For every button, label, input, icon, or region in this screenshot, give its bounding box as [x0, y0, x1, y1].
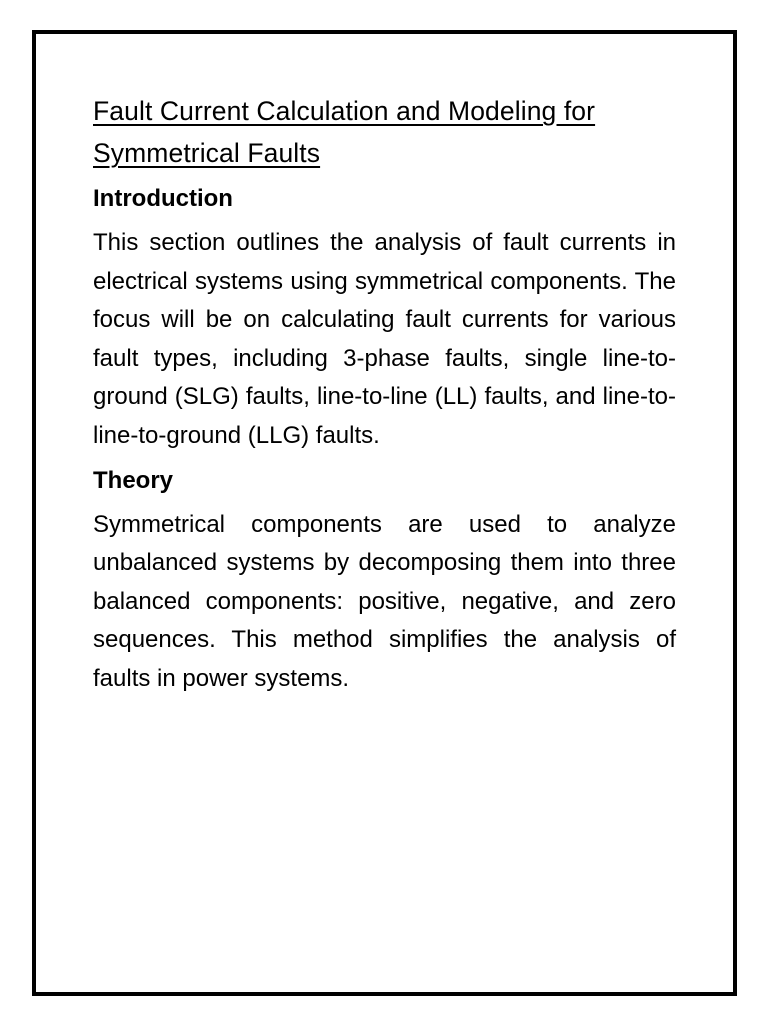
section-heading-introduction: Introduction — [93, 185, 233, 212]
section-body-introduction: This section outlines the analysis of fault currents in electrical systems using symmetrical components. The focus will be on calculating fault currents for various fault types, including 3-phase faults, single line-to-ground (SLG) faults, line-to-line (LL) faults, and line-to-line-to-ground (LLG) faults. — [93, 229, 676, 449]
document-page — [32, 30, 737, 996]
section-body-theory: Symmetrical components are used to analyze unbalanced systems by decomposing them into three balanced components: positive, negative, and zero sequences. This method simplifies the analysis of faults in power systems. — [93, 510, 676, 692]
section-heading-theory: Theory — [93, 466, 174, 494]
document-title: Fault Current Calculation and Modeling for Symmetrical Faults — [93, 96, 596, 168]
document-content — [93, 90, 676, 699]
